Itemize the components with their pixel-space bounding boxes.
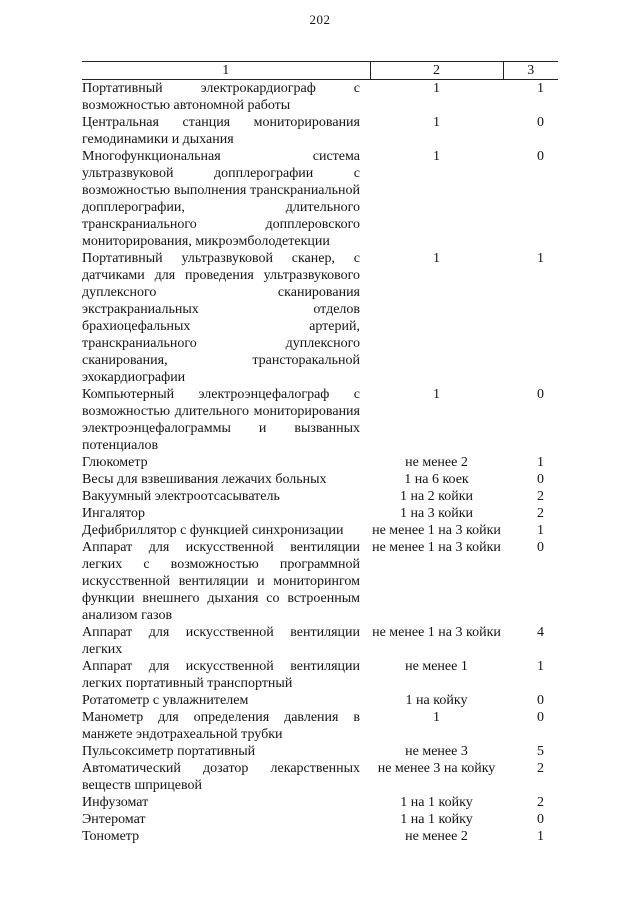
equipment-name-cell: Портативный ультразвуковой сканер, с датчиками для проведения ультразвукового дуплексного сканирования экстракраниальных отделов брахиоцефальных артерий, транскраниального дуплексного сканирования, трансторакальной эхокардиографии — [82, 251, 360, 385]
table-row — [82, 624, 558, 658]
table-row — [82, 505, 558, 522]
available-count-cell: 0 — [537, 710, 544, 725]
required-quantity-cell: 1 — [433, 149, 440, 164]
equipment-name-cell: Аппарат для искусственной вентиляции легких с возможностью программной искусственной вентиляции и мониторингом функции внешнего дыхания со встроенным анализом газов — [82, 540, 360, 623]
page-number: 202 — [309, 12, 331, 27]
equipment-table — [82, 61, 558, 845]
table-row — [82, 250, 558, 386]
required-quantity-cell: 1 на 6 коек — [404, 472, 469, 487]
available-count-cell: 2 — [537, 506, 544, 521]
table-row — [82, 454, 558, 471]
required-quantity-cell: не менее 2 — [405, 829, 468, 844]
table-row — [82, 709, 558, 743]
table-row — [82, 828, 558, 845]
available-count-cell: 0 — [537, 472, 544, 487]
equipment-name-cell: Ротатометр с увлажнителем — [82, 693, 249, 708]
equipment-name-cell: Портативный электрокардиограф с возможностью автономной работы — [82, 81, 360, 113]
required-quantity-cell: не менее 2 — [405, 455, 468, 470]
equipment-name-cell: Ингалятор — [82, 506, 146, 521]
required-quantity-cell: 1 — [433, 251, 440, 266]
table-row — [82, 760, 558, 794]
table-row — [82, 539, 558, 624]
table-row — [82, 794, 558, 811]
table-body — [82, 80, 558, 846]
equipment-name-cell: Аппарат для искусственной вентиляции легких портативный транспортный — [82, 659, 360, 691]
table-row — [82, 471, 558, 488]
available-count-cell: 2 — [537, 489, 544, 504]
column-header-1: 1 — [82, 62, 370, 80]
table-row — [82, 386, 558, 454]
required-quantity-cell: не менее 3 на койку — [377, 761, 496, 776]
table-row — [82, 743, 558, 760]
table-row — [82, 658, 558, 692]
required-quantity-cell: 1 на койку — [405, 693, 468, 708]
table-row — [82, 148, 558, 250]
equipment-name-cell: Вакуумный электроотсасыватель — [82, 489, 280, 504]
available-count-cell: 2 — [537, 761, 544, 776]
required-quantity-cell: не менее 3 — [405, 744, 468, 759]
table-row — [82, 811, 558, 828]
available-count-cell: 1 — [537, 829, 544, 844]
table-row — [82, 488, 558, 505]
available-count-cell: 1 — [537, 659, 544, 674]
equipment-name-cell: Энтеромат — [82, 812, 146, 827]
required-quantity-cell: 1 — [433, 81, 440, 96]
table-row — [82, 522, 558, 539]
equipment-name-cell: Глюкометр — [82, 455, 148, 470]
available-count-cell: 1 — [537, 523, 544, 538]
table-row — [82, 80, 558, 115]
available-count-cell: 4 — [537, 625, 544, 640]
equipment-name-cell: Пульсоксиметр портативный — [82, 744, 256, 759]
table-row — [82, 692, 558, 709]
required-quantity-cell: не менее 1 — [405, 659, 468, 674]
required-quantity-cell: 1 — [433, 115, 440, 130]
equipment-name-cell: Тонометр — [82, 829, 140, 844]
equipment-name-cell: Весы для взвешивания лежачих больных — [82, 472, 327, 487]
available-count-cell: 1 — [537, 455, 544, 470]
available-count-cell: 0 — [537, 115, 544, 130]
column-header-2: 2 — [370, 62, 503, 80]
available-count-cell: 0 — [537, 149, 544, 164]
equipment-name-cell: Многофункциональная система ультразвуковой допплерографии с возможностью выполнения транскраниальной допплерографии, длительного транскраниального допплеровского мониторирования, микроэмболодетекции — [82, 149, 360, 249]
table-row — [82, 114, 558, 148]
required-quantity-cell: 1 — [433, 387, 440, 402]
required-quantity-cell: 1 на 1 койку — [400, 812, 473, 827]
available-count-cell: 1 — [537, 81, 544, 96]
available-count-cell: 0 — [537, 693, 544, 708]
table-header-row — [82, 62, 558, 80]
equipment-name-cell: Компьютерный электроэнцефалограф с возможностью длительного мониторирования электроэнцефалограммы и вызванных потенциалов — [82, 387, 360, 453]
available-count-cell: 2 — [537, 795, 544, 810]
required-quantity-cell: не менее 1 на 3 койки — [372, 523, 501, 538]
required-quantity-cell: 1 — [433, 710, 440, 725]
required-quantity-cell: 1 на 1 койку — [400, 795, 473, 810]
available-count-cell: 0 — [537, 540, 544, 555]
equipment-name-cell: Дефибриллятор с функцией синхронизации — [82, 523, 344, 538]
equipment-name-cell: Автоматический дозатор лекарственных веществ шприцевой — [82, 761, 360, 793]
required-quantity-cell: 1 на 3 койки — [399, 506, 474, 521]
available-count-cell: 5 — [537, 744, 544, 759]
required-quantity-cell: не менее 1 на 3 койки — [372, 540, 501, 555]
available-count-cell: 0 — [537, 812, 544, 827]
column-header-3: 3 — [503, 62, 558, 80]
equipment-name-cell: Манометр для определения давления в манжете эндотрахеальной трубки — [82, 710, 360, 742]
equipment-name-cell: Аппарат для искусственной вентиляции легких — [82, 625, 360, 657]
equipment-name-cell: Инфузомат — [82, 795, 149, 810]
required-quantity-cell: 1 на 2 койки — [399, 489, 474, 504]
required-quantity-cell: не менее 1 на 3 койки — [372, 625, 501, 640]
equipment-name-cell: Центральная станция мониторирования гемодинамики и дыхания — [82, 115, 360, 147]
available-count-cell: 0 — [537, 387, 544, 402]
available-count-cell: 1 — [537, 251, 544, 266]
